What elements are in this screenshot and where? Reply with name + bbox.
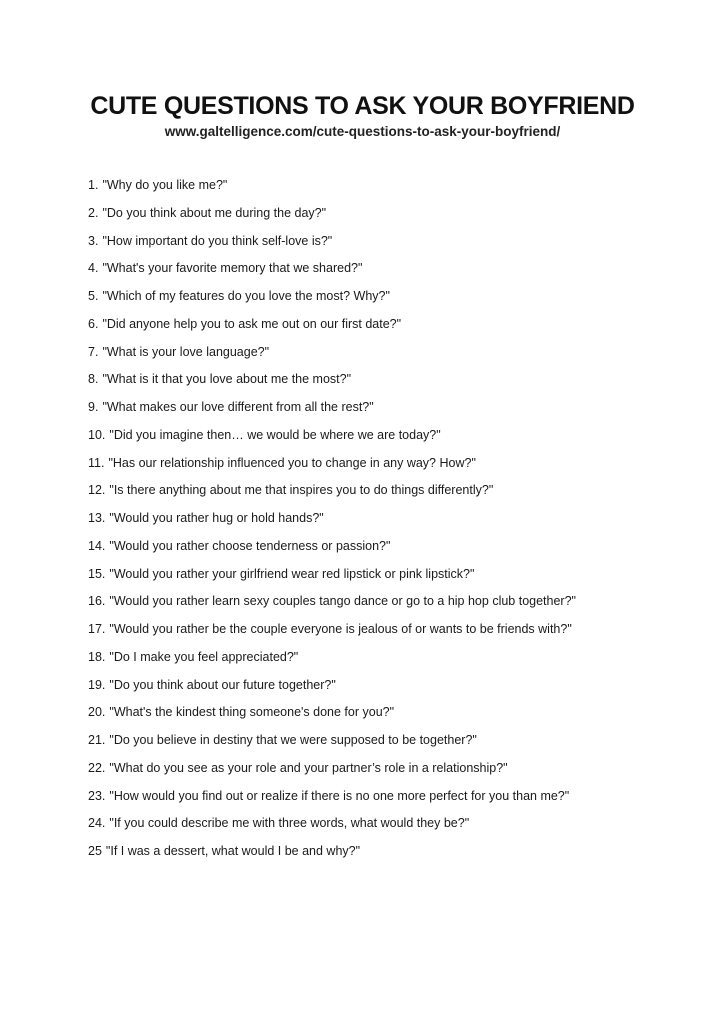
list-item (88, 399, 576, 427)
question-number: 23. (88, 788, 106, 803)
question-text: "What do you see as your role and your partner’s role in a relationship?" (109, 760, 508, 775)
question-text: "Did you imagine then… we would be where we are today?" (109, 427, 441, 442)
question-text: "Has our relationship influenced you to change in any way? How?" (108, 455, 476, 470)
question-number: 3. (88, 233, 99, 248)
question-text: "Which of my features do you love the most? Why?" (102, 289, 390, 303)
list-item (88, 344, 576, 372)
question-text: "Do you believe in destiny that we were supposed to be together?" (109, 733, 477, 747)
question-text: "What makes our love different from all the rest?" (102, 400, 374, 414)
list-item (88, 732, 576, 760)
page-title: CUTE QUESTIONS TO ASK YOUR BOYFRIEND (90, 92, 635, 120)
list-item (88, 566, 576, 594)
question-number: 9. (88, 400, 99, 414)
list-item (88, 510, 576, 538)
list-item (88, 233, 576, 261)
list-item (88, 316, 576, 344)
questions-list (88, 177, 576, 871)
question-text: "How would you find out or realize if there is no one more perfect for you than me?" (109, 788, 570, 803)
list-item (88, 843, 576, 871)
question-text: "Do I make you feel appreciated?" (109, 649, 299, 664)
question-text: "Would you rather your girlfriend wear red lipstick or pink lipstick?" (109, 566, 475, 581)
question-number: 24. (88, 816, 106, 831)
question-number: 1. (88, 178, 99, 192)
list-item (88, 677, 576, 705)
list-item (88, 815, 576, 843)
question-text: "What is it that you love about me the most?" (102, 372, 352, 387)
question-number: 22. (88, 760, 106, 775)
list-item (88, 427, 576, 455)
question-number: 18. (88, 649, 106, 664)
list-item (88, 455, 576, 483)
question-number: 7. (88, 344, 99, 359)
source-url: www.galtelligence.com/cute-questions-to-ask-your-boyfriend/ (164, 124, 561, 139)
question-text: "What is your love language?" (102, 344, 270, 359)
question-number: 16. (88, 594, 106, 609)
question-text: "If you could describe me with three words, what would they be?" (109, 816, 470, 831)
question-text: "Do you think about our future together?" (109, 677, 336, 692)
list-item (88, 538, 576, 566)
question-number: 4. (88, 261, 99, 276)
question-number: 20. (88, 705, 106, 720)
list-item (88, 205, 576, 233)
question-number: 25 (88, 844, 102, 858)
question-number: 19. (88, 677, 106, 692)
list-item (88, 371, 576, 399)
question-text: "If I was a dessert, what would I be and why?" (105, 844, 361, 858)
question-number: 13. (88, 511, 106, 525)
question-number: 11. (88, 455, 105, 470)
list-item (88, 260, 576, 288)
question-text: "Do you think about me during the day?" (102, 205, 327, 220)
question-number: 8. (88, 372, 99, 387)
question-text: "Did anyone help you to ask me out on our first date?" (102, 316, 402, 331)
question-number: 5. (88, 289, 99, 303)
question-number: 2. (88, 205, 99, 220)
list-item (88, 788, 576, 816)
list-item (88, 760, 576, 788)
question-text: "Would you rather hug or hold hands?" (109, 511, 324, 525)
list-item (88, 593, 576, 621)
list-item (88, 288, 576, 316)
question-number: 14. (88, 538, 106, 553)
question-text: "Would you rather be the couple everyone is jealous of or wants to be friends with?" (109, 622, 572, 636)
question-number: 6. (88, 316, 99, 331)
question-number: 10. (88, 427, 106, 442)
question-number: 12. (88, 483, 106, 498)
question-text: "Is there anything about me that inspires you to do things differently?" (109, 483, 494, 498)
question-number: 15. (88, 566, 106, 581)
list-item (88, 482, 576, 510)
list-item (88, 621, 576, 649)
list-item (88, 649, 576, 677)
question-text: "How important do you think self-love is?" (102, 233, 333, 248)
question-text: "Would you rather learn sexy couples tango dance or go to a hip hop club together?" (109, 594, 576, 609)
list-item (88, 704, 576, 732)
list-item (88, 177, 576, 205)
question-text: "What's your favorite memory that we shared?" (102, 261, 363, 276)
question-text: "What's the kindest thing someone's done for you?" (109, 705, 395, 720)
question-text: "Would you rather choose tenderness or passion?" (109, 538, 391, 553)
question-text: "Why do you like me?" (102, 178, 228, 192)
question-number: 21. (88, 733, 106, 747)
question-number: 17. (88, 622, 106, 636)
